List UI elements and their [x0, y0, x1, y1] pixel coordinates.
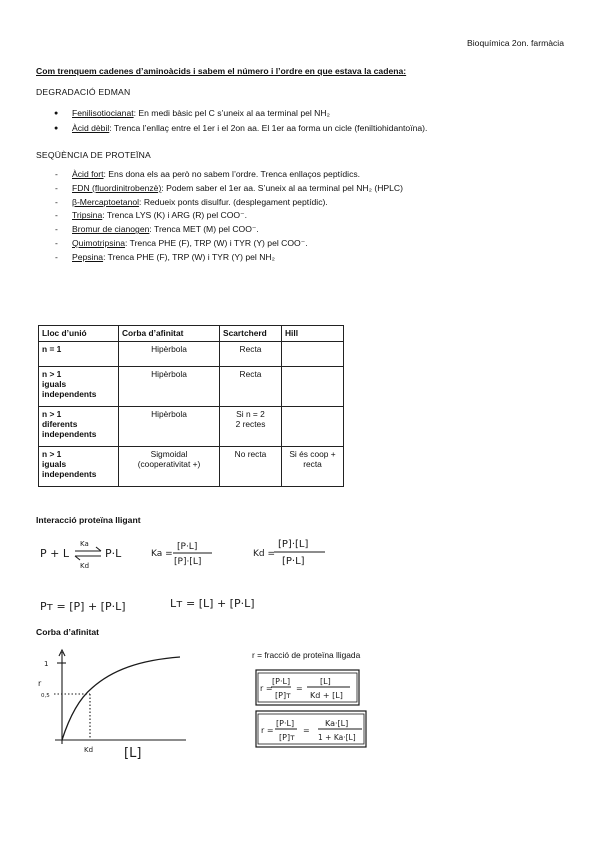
- definition: : Trenca PHE (F), TRP (W) i TYR (Y) pel NH₂: [103, 251, 275, 262]
- definition: : En medi bàsic pel C s’uneix al aa terminal pel NH₂: [133, 108, 330, 118]
- table-cell: Hipèrbola: [119, 407, 220, 447]
- term: β-Mercaptoetanol: [72, 196, 140, 207]
- forward-arrow-head: [96, 547, 101, 551]
- x-axis-label: [L]: [124, 746, 142, 761]
- reaction-left: P + L: [40, 547, 69, 560]
- x-tick-label-kd: Kd: [84, 746, 94, 754]
- edman-heading: DEGRADACIÓ EDMAN: [36, 87, 131, 97]
- kd-denominator: [P·L]: [282, 556, 305, 567]
- total-ligand-eq: Lᴛ = [L] + [P·L]: [170, 597, 255, 610]
- column-header: Hill: [282, 326, 344, 342]
- definition: : Podem saber el 1er aa. S’uneix al aa terminal pel NH₂ (HPLC): [161, 182, 403, 193]
- table-cell: n > 1 iguals independents: [39, 447, 119, 487]
- definition: : Trenca l’enllaç entre el 1er i el 2on aa. El 1er aa forma un cicle (feniltiohidantoïna).: [109, 123, 428, 133]
- affinity-curve: [62, 657, 180, 740]
- table-cell: Hipèrbola: [119, 367, 220, 407]
- course-header: Bioquímica 2on. farmàcia: [467, 38, 564, 48]
- box1-den2: Kd + [L]: [310, 691, 343, 700]
- ka-denominator: [P]·[L]: [174, 557, 202, 567]
- term: Àcid dèbil: [72, 123, 110, 133]
- y-tick-label-half: 0,5: [41, 693, 50, 699]
- total-protein-eq: Pᴛ = [P] + [P·L]: [40, 600, 126, 613]
- term: Fenilisotiocianat: [72, 108, 134, 118]
- definition: : Trenca MET (M) pel COO⁻.: [149, 224, 259, 235]
- term: Bromur de cianogen: [72, 224, 150, 235]
- kd-numerator: [P]·[L]: [278, 539, 309, 550]
- term: Pepsina: [72, 251, 104, 262]
- box2-num2: Ka·[L]: [325, 719, 349, 728]
- sequence-heading: SEQÜÈNCIA DE PROTEÏNA: [36, 150, 151, 160]
- box1-r: r =: [260, 684, 273, 693]
- table-cell: Sigmoidal (cooperativitat +): [119, 447, 220, 487]
- term: FDN (fluordinitrobenzè): [72, 182, 162, 193]
- kd-label: Kd =: [253, 549, 276, 559]
- box1-den1: [P]ᴛ: [275, 691, 291, 700]
- box2-num1: [P·L]: [276, 719, 295, 728]
- definition: : Ens dona els aa però no sabem l’ordre. Trenca enllaços peptídics.: [103, 169, 361, 179]
- ka-label: Ka =: [151, 549, 173, 559]
- box1-eq: =: [296, 684, 303, 693]
- table-cell: Recta: [220, 342, 282, 367]
- reaction-ka: Ka: [80, 540, 89, 548]
- table-cell: n = 1: [39, 342, 119, 367]
- box2-r: r =: [261, 726, 274, 735]
- y-tick-label-1: 1: [44, 660, 49, 668]
- table-cell: n > 1 diferents independents: [39, 407, 119, 447]
- box2-den1: [P]ᴛ: [279, 733, 295, 742]
- box1-num2: [L]: [320, 677, 331, 686]
- column-header: Lloc d’unió: [39, 326, 119, 342]
- fraction-note: r = fracció de proteïna lligada: [252, 650, 361, 660]
- definition: : Trenca LYS (K) i ARG (R) pel COO⁻.: [102, 210, 248, 221]
- reaction-kd: Kd: [80, 562, 90, 570]
- y-axis-label: r: [38, 679, 42, 688]
- term: Quimotripsina: [72, 237, 126, 248]
- box2-den2: 1 + Ka·[L]: [318, 733, 356, 742]
- definition: : Redueix ponts disulfur. (desplegament peptídic).: [139, 196, 328, 207]
- table-cell: Si n = 2 2 rectes: [220, 407, 282, 447]
- table-cell: No recta: [220, 447, 282, 487]
- term: Tripsina: [72, 210, 103, 221]
- column-header: Scartcherd: [220, 326, 282, 342]
- reaction-right: P·L: [105, 547, 122, 560]
- box1-num1: [P·L]: [272, 677, 291, 686]
- interaction-heading: Interacció proteïna lligant: [36, 515, 141, 525]
- reverse-arrow-head: [75, 556, 80, 560]
- definition: : Trenca PHE (F), TRP (W) i TYR (Y) pel COO⁻.: [125, 237, 308, 248]
- column-header: Corba d’afinitat: [119, 326, 220, 342]
- term: Àcid fort: [72, 169, 104, 179]
- table-cell: Recta: [220, 367, 282, 407]
- page-title: Com trenquem cadenes d’aminoàcids i sabem el número i l’ordre en que estava la cadena:: [36, 66, 407, 76]
- box2-eq: =: [303, 726, 310, 735]
- ka-numerator: [P·L]: [177, 542, 198, 552]
- affinity-heading: Corba d’afinitat: [36, 627, 100, 637]
- table-cell: Hipèrbola: [119, 342, 220, 367]
- table-cell: n > 1 iguals independents: [39, 367, 119, 407]
- table-cell: Si és coop + recta: [282, 447, 344, 487]
